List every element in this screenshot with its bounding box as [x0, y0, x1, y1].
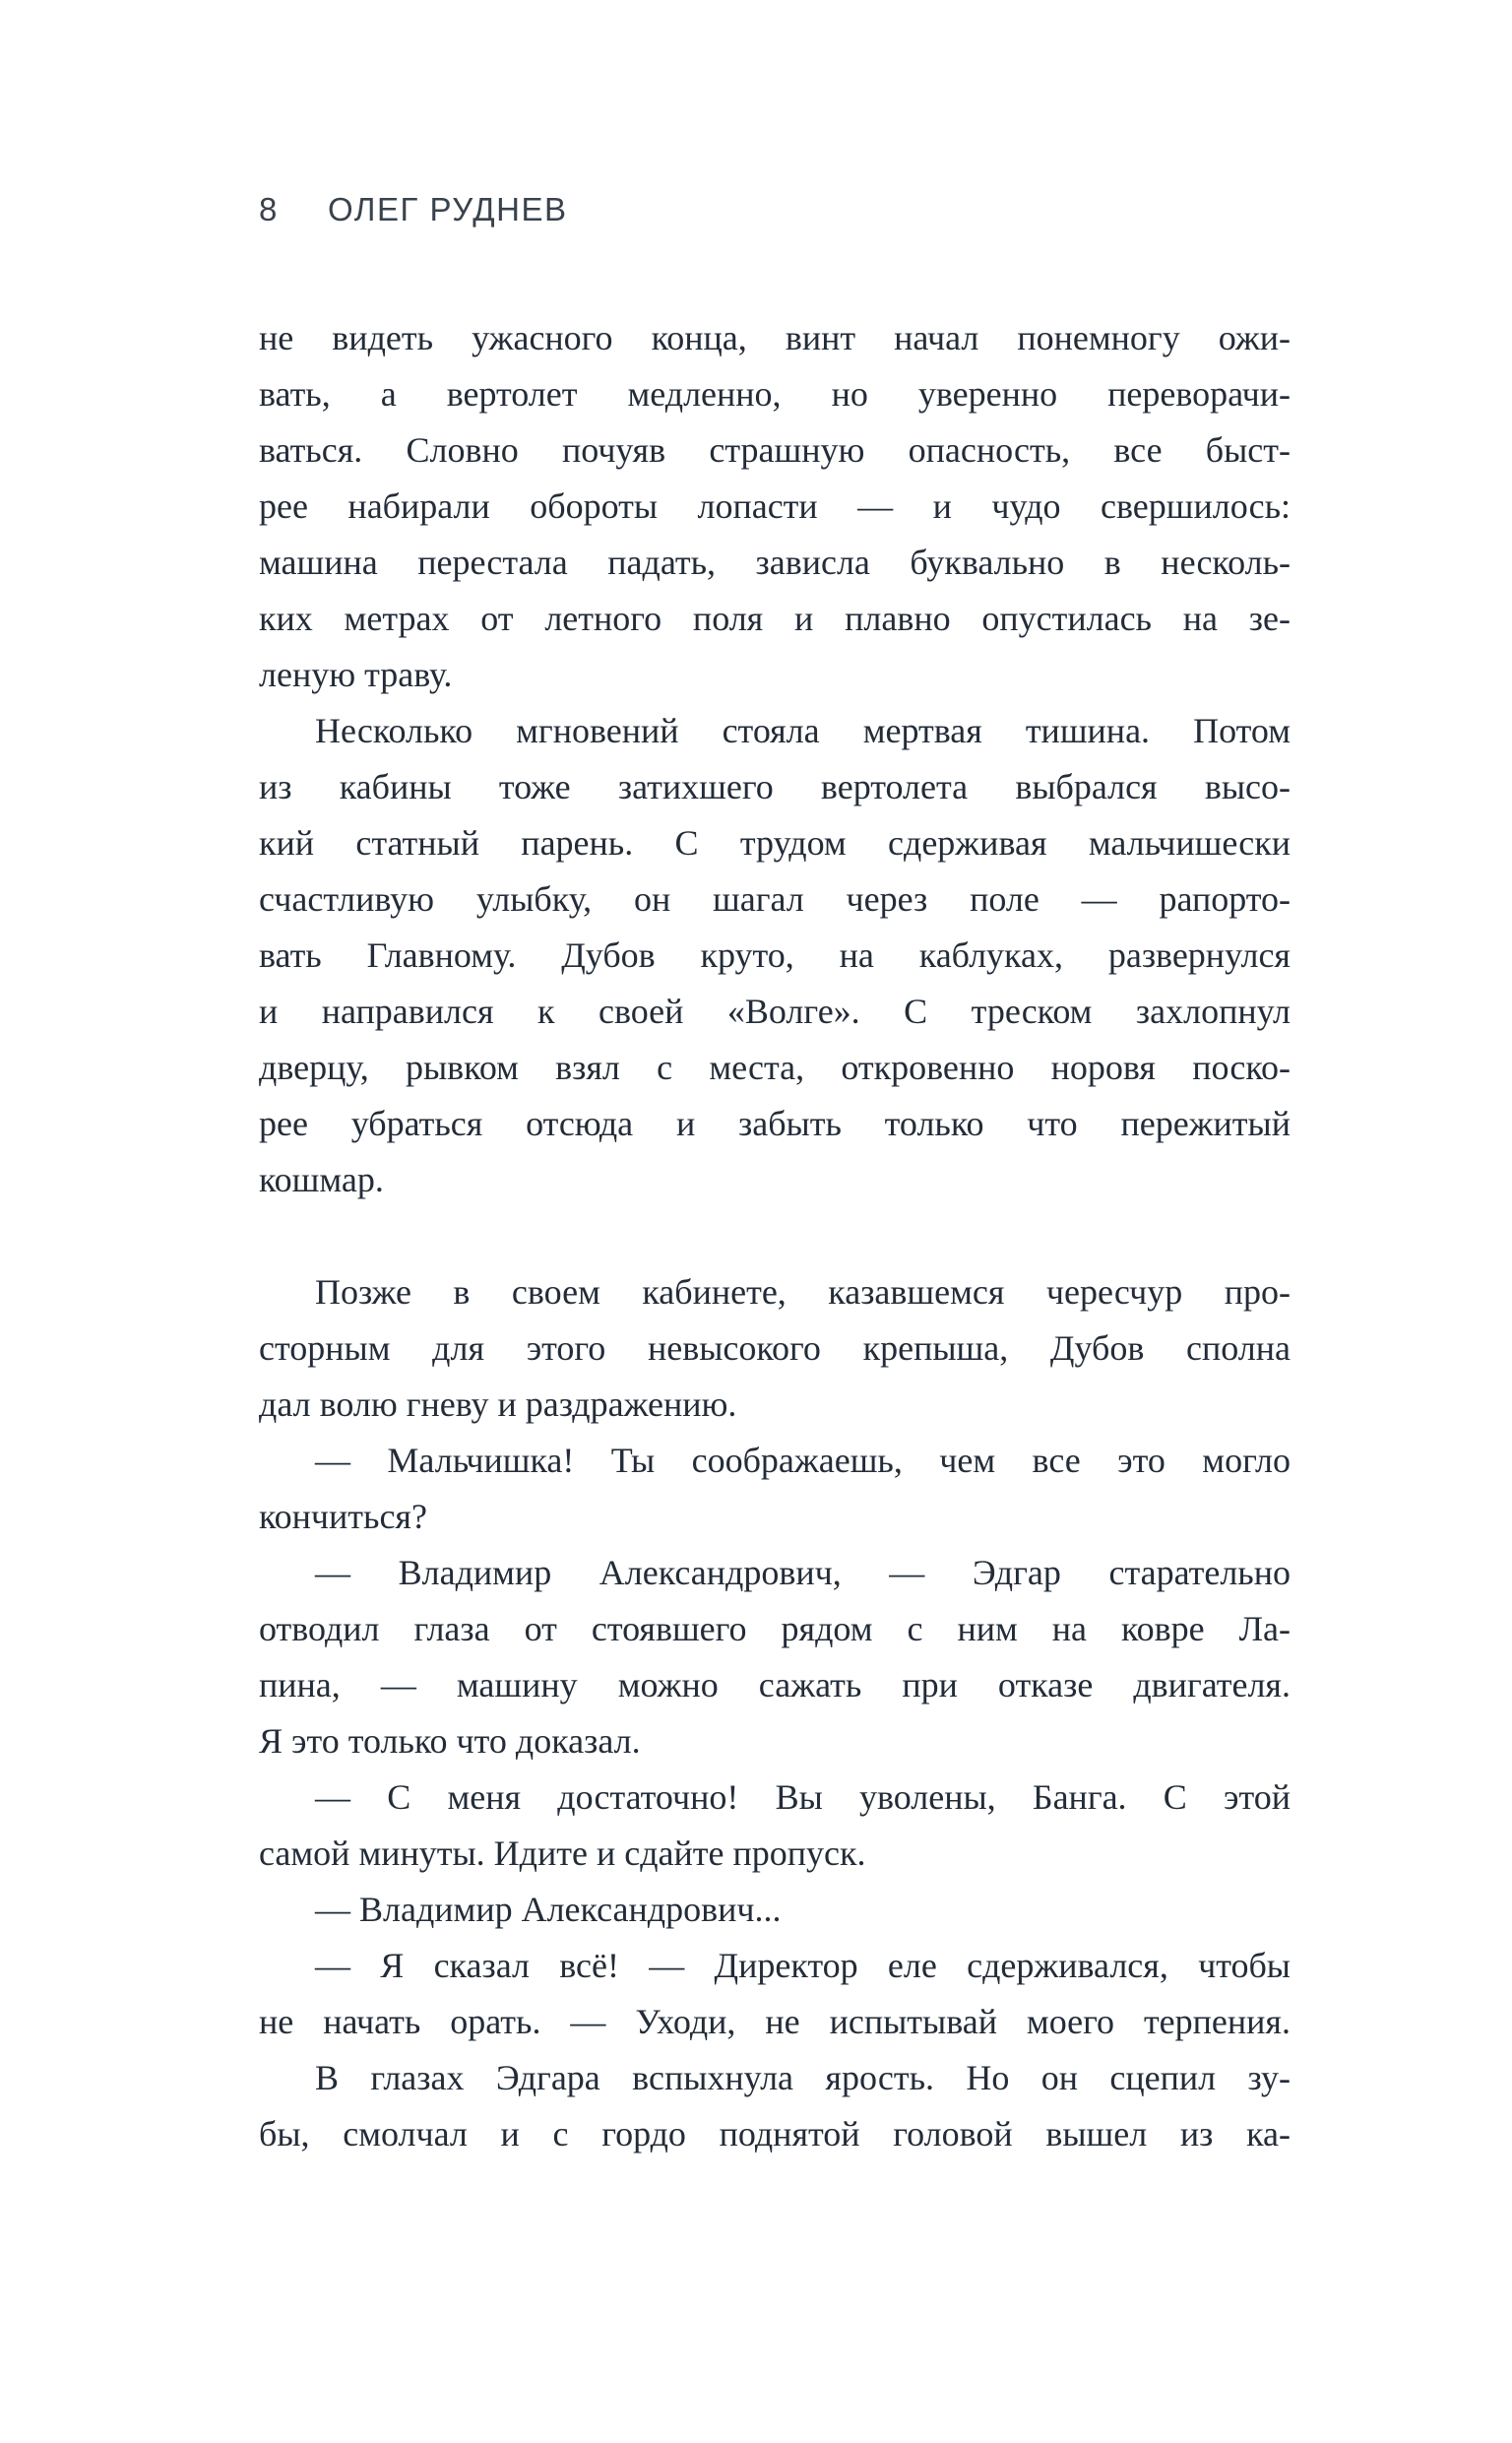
text-line: — С меня достаточно! Вы уволены, Банга. С этой [315, 1777, 1291, 1817]
text-line: Несколько мгновений стояла мертвая тишина. Потом [315, 711, 1291, 750]
paragraph [259, 1433, 1291, 1545]
paragraph [259, 703, 1291, 1208]
text-line: ваться. Словно почуяв страшную опасность, все быст- [259, 430, 1291, 470]
paragraph [259, 1769, 1291, 1882]
text-line: дал волю гневу и раздражению. [259, 1384, 737, 1424]
text-line: сторным для этого невысокого крепыша, Дубов сполна [259, 1328, 1291, 1368]
text-line: дверцу, рывком взял с места, откровенно норовя поско- [259, 1048, 1291, 1087]
text-line: не начать орать. — Уходи, не испытывай моего терпения. [259, 2002, 1291, 2041]
text-line: В глазах Эдгара вспыхнула ярость. Но он сцепил зу- [315, 2058, 1291, 2097]
text-line: — Владимир Александрович, — Эдгар старательно [315, 1553, 1291, 1592]
text-line: вать, а вертолет медленно, но уверенно переворачи- [259, 374, 1291, 414]
text-line: рее убраться отсюда и забыть только что пережитый [259, 1104, 1291, 1143]
text-line: счастливую улыбку, он шагал через поле — рапорто- [259, 879, 1291, 919]
text-line: Позже в своем кабинете, казавшемся чересчур про- [315, 1272, 1291, 1312]
text-line: вать Главному. Дубов круто, на каблуках, развернулся [259, 935, 1291, 975]
text-line: ких метрах от летного поля и плавно опустилась на зе- [259, 599, 1291, 638]
text-line: кий статный парень. С трудом сдерживая мальчишески [259, 823, 1291, 863]
paragraph [259, 1545, 1291, 1769]
text-line: из кабины тоже затихшего вертолета выбрался высо- [259, 767, 1291, 806]
text-line: — Владимир Александрович... [315, 1890, 782, 1929]
text-line: — Я сказал всё! — Директор еле сдерживался, чтобы [315, 1946, 1291, 1985]
text-line: и направился к своей «Волге». С треском захлопнул [259, 992, 1291, 1031]
text-line: самой минуты. Идите и сдайте пропуск. [259, 1833, 866, 1873]
text-line: бы, смолчал и с гордо поднятой головой вышел из ка- [259, 2114, 1291, 2154]
paragraph [259, 2050, 1291, 2162]
text-line: — Мальчишка! Ты соображаешь, чем все это могло [315, 1441, 1291, 1480]
page-number: 8 [259, 191, 279, 227]
text-line: Я это только что доказал. [259, 1721, 641, 1761]
text-line: пина, — машину можно сажать при отказе двигателя. [259, 1665, 1291, 1704]
text-block [259, 310, 1291, 2162]
paragraph [259, 1938, 1291, 2050]
text-line: рее набирали обороты лопасти — и чудо свершилось: [259, 486, 1291, 526]
running-header-title: ОЛЕГ РУДНЕВ [328, 191, 568, 227]
text-line: отводил глаза от стоявшего рядом с ним на ковре Ла- [259, 1609, 1291, 1648]
paragraph [259, 310, 1291, 703]
text-line: кошмар. [259, 1160, 384, 1199]
running-header [259, 191, 567, 228]
text-line: кончиться? [259, 1497, 427, 1536]
text-line: леную траву. [259, 655, 453, 694]
paragraph [259, 1264, 1291, 1433]
text-line: не видеть ужасного конца, винт начал понемногу ожи- [259, 318, 1291, 357]
paragraph [259, 1882, 1291, 1938]
text-line: машина перестала падать, зависла буквально в несколь- [259, 543, 1291, 582]
